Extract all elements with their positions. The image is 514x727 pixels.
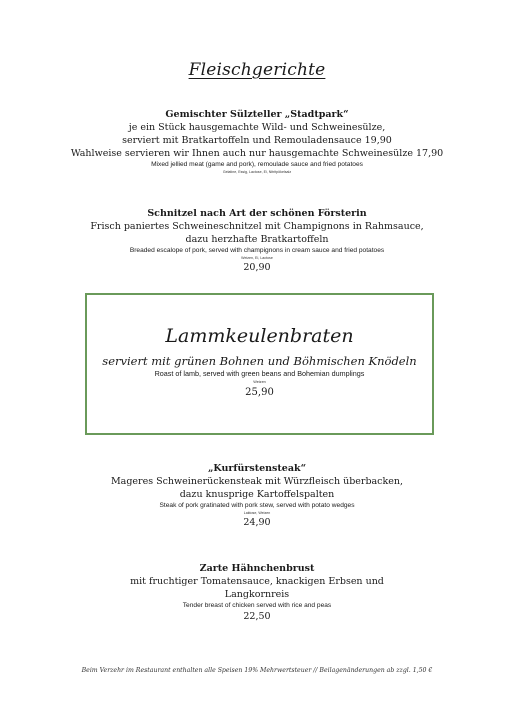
dish-price: 22,50 xyxy=(243,611,271,622)
featured-dish-allergens: Weizen xyxy=(253,380,266,384)
dish-description-line: Frisch paniertes Schweineschnitzel mit Champignons in Rahmsauce, xyxy=(90,221,424,232)
dish-title: Zarte Hähnchenbrust xyxy=(199,563,315,574)
dish-description-line: mit fruchtiger Tomatensauce, knackigen Erbsen und xyxy=(130,576,384,587)
dish-description-line: Wahlweise servieren wir Ihnen auch nur hausgemachte Schweinesülze 17,90 xyxy=(70,148,444,159)
dish-allergens: Gelatine, Essig, Lactose, Ei, Nitritpökelsalz xyxy=(222,170,292,174)
dish-english-description: Steak of pork gratinated with pork stew, served with potato wedges xyxy=(159,502,355,509)
dish-haehnchenbrust xyxy=(0,562,514,623)
featured-dish-subtitle: serviert mit grünen Bohnen und Böhmischen Knödeln xyxy=(102,354,417,368)
dish-english-description: Tender breast of chicken served with rice and peas xyxy=(182,602,332,609)
featured-dish-english-description: Roast of lamb, served with green beans and Bohemian dumplings xyxy=(154,369,365,378)
dish-english-description: Mixed jellied meat (game and pork), remoulade sauce and fried potatoes xyxy=(151,161,363,168)
dish-title: „Kurfürstensteak“ xyxy=(207,463,307,474)
dish-description-line: dazu knusprige Kartoffelspalten xyxy=(179,489,335,500)
dish-schnitzel xyxy=(0,207,514,274)
featured-dish-price: 25,90 xyxy=(245,387,274,398)
dish-price: 24,90 xyxy=(243,517,271,528)
dish-allergens: Laktose, Weizen xyxy=(243,511,271,515)
dish-title: Schnitzel nach Art der schönen Försterin xyxy=(147,208,367,219)
dish-title: Gemischter Sülzteller „Stadtpark“ xyxy=(165,109,349,120)
featured-dish-title: Lammkeulenbraten xyxy=(165,325,354,347)
dish-allergens: Weizen, Ei, Lactose xyxy=(241,256,273,260)
featured-dish-box xyxy=(85,293,434,435)
dish-price: 20,90 xyxy=(243,262,271,273)
section-heading: Fleischgerichte xyxy=(188,60,326,80)
dish-description-line: serviert mit Bratkartoffeln und Remouladensauce 19,90 xyxy=(122,135,392,146)
dish-description-line: dazu herzhafte Bratkartoffeln xyxy=(185,234,329,245)
footer-note: Beim Verzehr im Restaurant enthalten alle Speisen 19% Mehrwertsteuer // Beilagenänderungen ab zzgl. 1,50 € xyxy=(81,667,433,674)
dish-suelzteller xyxy=(0,108,514,175)
dish-description-line: Langkornreis xyxy=(224,589,290,600)
dish-english-description: Breaded escalope of pork, served with champignons in cream sauce and fried potatoes xyxy=(129,247,385,254)
dish-kurfuerstensteak xyxy=(0,462,514,529)
dish-description-line: je ein Stück hausgemachte Wild- und Schweinesülze, xyxy=(128,122,386,133)
dish-description-line: Mageres Schweinerückensteak mit Würzfleisch überbacken, xyxy=(110,476,404,487)
